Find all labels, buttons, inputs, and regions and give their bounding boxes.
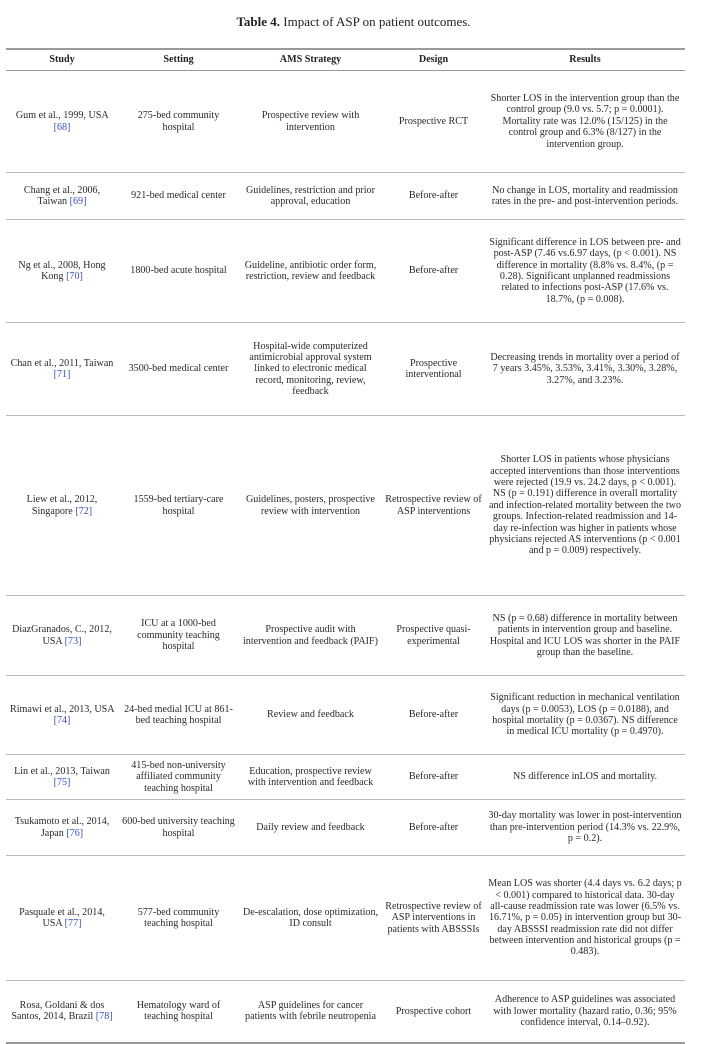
table-row [6, 220, 685, 323]
results-cell: No change in LOS, mortality and readmission rates in the pre- and post-intervention periods. [491, 184, 679, 207]
setting-cell: 3500-bed medical center [128, 363, 229, 375]
reference-link[interactable]: [77] [64, 918, 82, 929]
design-cell: Retrospective review of ASP interventions in patients with ABSSSIs [385, 900, 482, 935]
reference-link[interactable]: [71] [53, 369, 71, 380]
design-cell: Before-after [408, 709, 459, 721]
strategy-cell: Prospective review with intervention [261, 110, 360, 133]
study-text: Gum et al., 1999, USA [15, 110, 109, 122]
study-text: Ng et al., 2008, Hong Kong [18, 259, 106, 282]
results-cell: Significant reduction in mechanical ventilation days (p = 0.0053), LOS (p = 0.0188), and hospital mortality (p = 0.0367). NS difference in medical ICU mortality (p = 0.4970). [490, 692, 680, 738]
table-row [6, 676, 685, 755]
table-caption [0, 14, 707, 30]
setting-cell: 577-bed community teaching hospital [137, 906, 220, 929]
study-cell [6, 220, 118, 323]
study-text: Chan et al., 2011, Taiwan [10, 357, 114, 369]
table-row [6, 596, 685, 676]
reference-link[interactable]: [74] [53, 715, 71, 726]
results-cell: Mean LOS was shorter (4.4 days vs. 6.2 days; p < 0.001) compared to historical data. 30-day all-cause readmission rate was lower (6.5% vs. 16.71%, p = 0.05) in intervention group but 30-day ABSSSI readmission rate did not differ between intervention and historical groups (p = 0.483). [488, 878, 682, 958]
setting-cell: 275-bed community hospital [137, 110, 220, 133]
design-cell: Prospective cohort [395, 1005, 472, 1017]
results-cell: Significant difference in LOS between pre- and post-ASP (7.46 vs.6.97 days, (p < 0.001). NS difference in mortality (8.8% vs. 8.4%, (p = 0.28). Significant unplanned readmissions related to infections post-ASP (17.6% vs. 18.7%, (p = 0.008). [489, 236, 681, 305]
design-cell: Before-after [408, 771, 459, 783]
strategy-cell: Prospective audit with intervention and feedback (PAIF) [242, 624, 378, 647]
table-row [6, 71, 685, 173]
study-cell [6, 981, 118, 1043]
results-cell: Shorter LOS in the intervention group than the control group (9.0 vs. 5.7; p = 0.0001). Mortality rate was 12.0% (15/125) in the control group and 6.3% (8/127) in the intervention group. [490, 93, 680, 150]
setting-cell: 24-bed medial ICU at 861-bed teaching hospital [124, 703, 233, 726]
strategy-cell: ASP guidelines for cancer patients with febrile neutropenia [245, 999, 376, 1023]
results-cell: NS (p = 0.68) difference in mortality between patients in intervention group and baseline. Hospital and ICU LOS was shorter in the PAIF group than the baseline. [489, 612, 681, 658]
results-cell: NS difference inLOS and mortality. [512, 771, 658, 783]
reference-link[interactable]: [70] [66, 271, 83, 282]
table-row [6, 755, 685, 800]
study-text: Lin et al., 2013, Taiwan [14, 765, 110, 777]
reference-link[interactable]: [76] [66, 827, 84, 839]
header-design: Design [418, 54, 449, 66]
header-study: Study [49, 54, 75, 66]
table-row [6, 416, 685, 596]
strategy-cell: De-escalation, dose optimization, ID consult [242, 906, 379, 929]
table-row [6, 981, 685, 1043]
setting-cell: ICU at a 1000-bed community teaching hospital [137, 618, 220, 653]
study-cell [6, 596, 118, 676]
reference-link[interactable]: [78] [95, 1011, 113, 1023]
study-text: Rosa, Goldani & dos Santos, 2014, Brazil [11, 999, 105, 1023]
reference-link[interactable]: [68] [53, 121, 71, 133]
strategy-cell: Guidelines, restriction and prior approval, education [246, 184, 375, 207]
design-cell: Before-after [408, 821, 459, 833]
setting-cell: 921-bed medical center [131, 190, 226, 202]
study-cell [6, 800, 118, 856]
header-setting: Setting [163, 54, 194, 66]
strategy-cell: Education, prospective review with intervention and feedback [247, 765, 374, 788]
study-cell [6, 676, 118, 755]
setting-cell: 1559-bed tertiary-care hospital [133, 494, 224, 517]
results-cell: Adherence to ASP guidelines was associated with lower mortality (hazard ratio, 0.36; 95% confidence interval, 0.14–0.92). [493, 994, 677, 1028]
setting-cell: 600-bed university teaching hospital [122, 816, 235, 839]
table-row [6, 800, 685, 856]
reference-link[interactable]: [72] [75, 505, 93, 517]
study-text: Chang et al., 2006, Taiwan [23, 184, 101, 207]
asp-outcomes-table [6, 48, 685, 1044]
reference-link[interactable]: [75] [53, 777, 71, 788]
study-cell [6, 416, 118, 596]
study-text: Tsukamoto et al., 2014, Japan [14, 816, 110, 839]
results-cell: 30-day mortality was lower in post-intervention than pre-intervention period (14.3% vs. 22.9%, p = 0.2). [488, 810, 682, 845]
strategy-cell: Daily review and feedback [256, 821, 365, 833]
setting-cell: Hematology ward of teaching hospital [136, 999, 221, 1023]
results-cell: Decreasing trends in mortality over a period of 7 years 3.45%, 3.53%, 3.41%, 3.30%, 3.28%, 3.27%, and 3.23%. [490, 351, 680, 386]
study-text: Liew et al., 2012, Singapore [26, 494, 98, 517]
results-cell: Shorter LOS in patients whose physicians accepted interventions than those interventions were rejected (19.9 vs. 24.2 days, p < 0.001). NS (p = 0.191) difference in overall mortality and infection-related mortality between the two groups. Infection-related readmission and 14-day re-infection was higher in patients whose physicians rejected AS interventions (p < 0.001 and p = 0.009) respectively. [489, 454, 681, 557]
design-cell: Prospective RCT [398, 115, 469, 127]
header-results: Results [569, 54, 601, 66]
table-row [6, 856, 685, 981]
study-text: DiazGranados, C., 2012, USA [12, 624, 112, 647]
table-row [6, 173, 685, 220]
study-cell [6, 173, 118, 220]
study-cell [6, 856, 118, 981]
design-cell: Prospective interventional [405, 357, 462, 380]
table-caption-text: Impact of ASP on patient outcomes. [280, 14, 471, 29]
study-cell [6, 71, 118, 173]
table-row [6, 323, 685, 416]
strategy-cell: Hospital-wide computerized antimicrobial approval system linked to electronic medical record, monitoring, review, feedback [249, 340, 372, 398]
design-cell: Before-after [408, 265, 459, 277]
strategy-cell: Guideline, antibiotic order form, restriction, review and feedback [244, 259, 377, 282]
study-cell [6, 323, 118, 416]
setting-cell: 415-bed non-university affiliated community teaching hospital [131, 759, 226, 794]
study-cell [6, 755, 118, 800]
table-caption-label: Table 4. [236, 14, 281, 29]
strategy-cell: Review and feedback [267, 709, 354, 721]
reference-link[interactable]: [73] [64, 635, 82, 647]
header-ams-strategy: AMS Strategy [279, 54, 342, 66]
table-header-row [6, 49, 685, 71]
setting-cell: 1800-bed acute hospital [130, 265, 227, 277]
design-cell: Retrospective review of ASP interventions [385, 494, 482, 517]
design-cell: Prospective quasi-experimental [396, 624, 471, 647]
reference-link[interactable]: [69] [69, 196, 87, 207]
study-text: Rimawi et al., 2013, USA [9, 703, 115, 715]
study-text: Pasquale et al., 2014, USA [19, 906, 105, 929]
design-cell: Before-after [408, 190, 459, 202]
strategy-cell: Guidelines, posters, prospective review with intervention [246, 494, 375, 517]
